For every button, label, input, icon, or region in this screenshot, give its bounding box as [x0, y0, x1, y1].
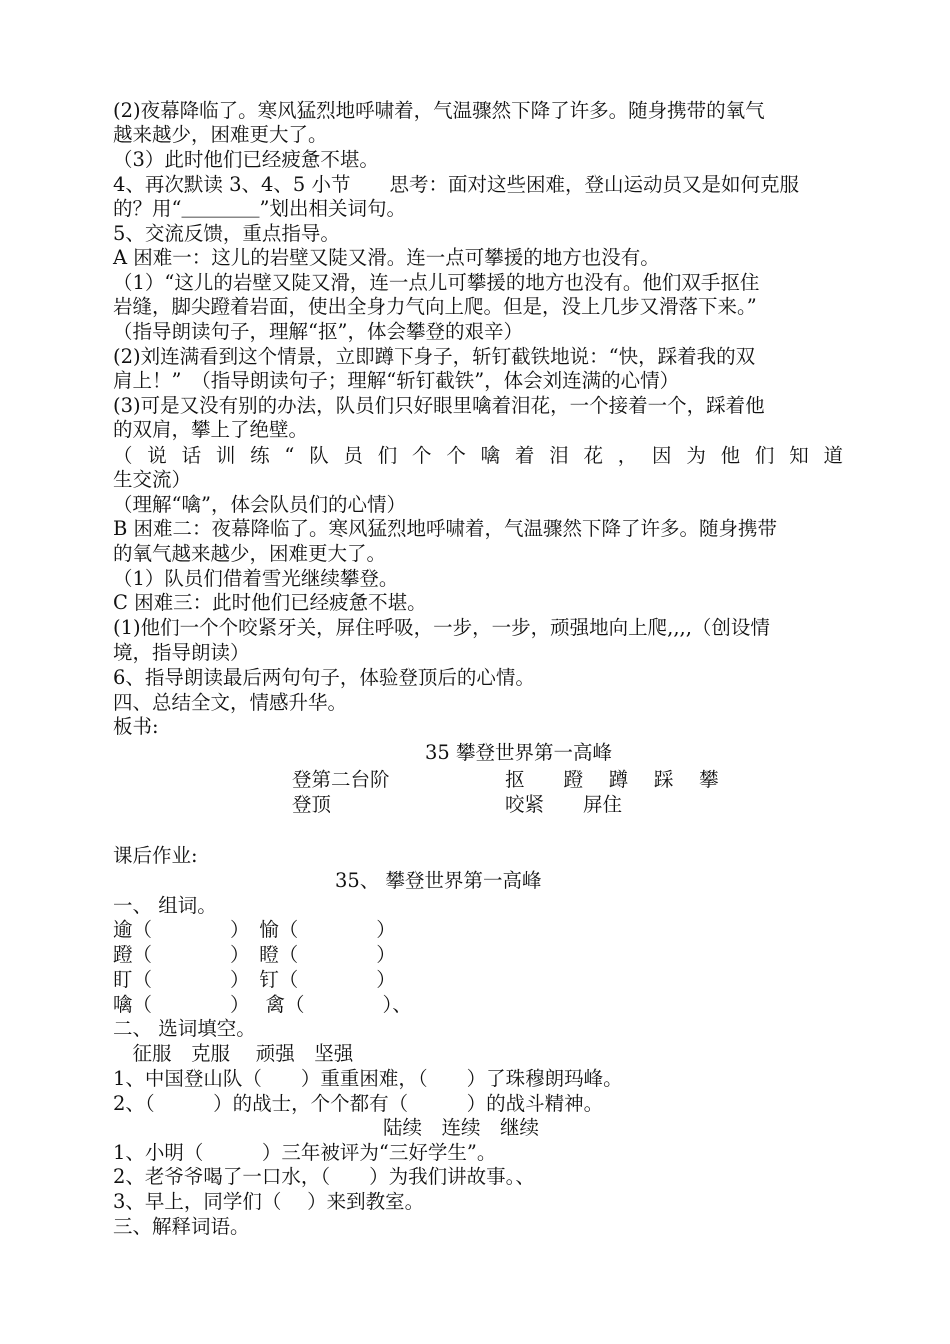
text-line: 4、再次默读 3、4、5 小节 思考：面对这些困难，登山运动员又是如何克服 [113, 173, 800, 196]
question: 2、老爷爷喝了一口水，（ ）为我们讲故事。、 [113, 1165, 535, 1188]
text-line: （理解“噙”，体会队员们的心情） [113, 493, 406, 516]
word-choices: 陆续 连续 继续 [383, 1116, 540, 1139]
text-line: （3）此时他们已经疲惫不堪。 [113, 148, 379, 171]
blackboard-right-1: 抠 蹬 蹲 踩 攀 [505, 768, 719, 791]
text-line: B 困难二：夜幕降临了。寒风猛烈地呼啸着，气温骤然下降了许多。随身携带 [113, 517, 778, 540]
section-heading: 二、 选词填空。 [113, 1017, 256, 1040]
text-line: （1）“这儿的岩壁又陡又滑，连一点儿可攀援的地方也没有。他们双手抠住 [113, 271, 760, 294]
text-line: 的？用“＿＿＿＿”划出相关词句。 [113, 197, 406, 220]
blackboard-right-2: 咬紧 屏住 [505, 793, 623, 816]
text-line: C 困难三：此时他们已经疲惫不堪。 [113, 591, 427, 614]
blackboard-left-1: 登第二台阶 [292, 768, 390, 791]
text-line: (1)他们一个个咬紧牙关，屏住呼吸，一步，一步，顽强地向上爬,,,,（创设情 [113, 616, 770, 639]
question: 1、中国登山队（ ）重重困难，（ ）了珠穆朗玛峰。 [113, 1067, 623, 1090]
section-heading: 三、解释词语。 [113, 1215, 250, 1238]
question: 3、早上，同学们（ ）来到教室。 [113, 1190, 425, 1213]
text-line: (2)刘连满看到这个情景，立即蹲下身子，斩钉截铁地说：“快，踩着我的双 [113, 345, 756, 368]
question: 2、（ ）的战士，个个都有（ ）的战斗精神。 [113, 1092, 604, 1115]
text-line: 的氧气越来越少，困难更大了。 [113, 542, 387, 565]
text-line: 6、指导朗读最后两句句子，体验登顶后的心情。 [113, 666, 535, 689]
text-line: 越来越少，困难更大了。 [113, 123, 328, 146]
blackboard-left-2: 登顶 [292, 793, 332, 816]
text-line: 板书: [113, 715, 159, 738]
text-line: 境，指导朗读） [113, 641, 250, 664]
text-line: 岩缝，脚尖蹬着岩面，使出全身力气向上爬。但是，没上几步又滑落下来。” [113, 295, 757, 318]
text-line: 四、总结全文，情感升华。 [113, 691, 348, 714]
text-line: （指导朗读句子，理解“抠”，体会攀登的艰辛） [113, 320, 523, 343]
text-line: 5、交流反馈，重点指导。 [113, 222, 340, 245]
word-pair: 逾（ ） 愉（ ） [113, 918, 396, 941]
section-heading: 一、 组词。 [113, 894, 217, 917]
word-pair: 蹬（ ） 瞪（ ） [113, 943, 396, 966]
text-line: A 困难一：这儿的岩壁又陡又滑。连一点可攀援的地方也没有。 [113, 246, 660, 269]
word-pair: 噙（ ） 禽（ ）、 [113, 993, 412, 1016]
homework-title: 35、 攀登世界第一高峰 [335, 869, 542, 892]
blackboard-title: 35 攀登世界第一高峰 [425, 741, 613, 764]
homework-heading: 课后作业: [113, 844, 198, 867]
text-line: (2)夜幕降临了。寒风猛烈地呼啸着，气温骤然下降了许多。随身携带的氧气 [113, 99, 765, 122]
text-line: （说话训练“队员们个个噙着泪花，因为他们知道 [113, 444, 843, 467]
question: 1、小明（ ）三年被评为“三好学生”。 [113, 1141, 497, 1164]
text-line: （1）队员们借着雪光继续攀登。 [113, 567, 399, 590]
text-line: 的双肩，攀上了绝壁。 [113, 418, 309, 441]
text-line: 生交流） [113, 468, 192, 491]
word-choices: 征服 克服 顽强 坚强 [113, 1042, 354, 1065]
text-line: (3)可是又没有别的办法，队员们只好眼里噙着泪花，一个接着一个，踩着他 [113, 394, 765, 417]
word-pair: 盯（ ） 钉（ ） [113, 968, 396, 991]
text-line: 肩上！” （指导朗读句子；理解“斩钉截铁”，体会刘连满的心情） [113, 369, 680, 392]
